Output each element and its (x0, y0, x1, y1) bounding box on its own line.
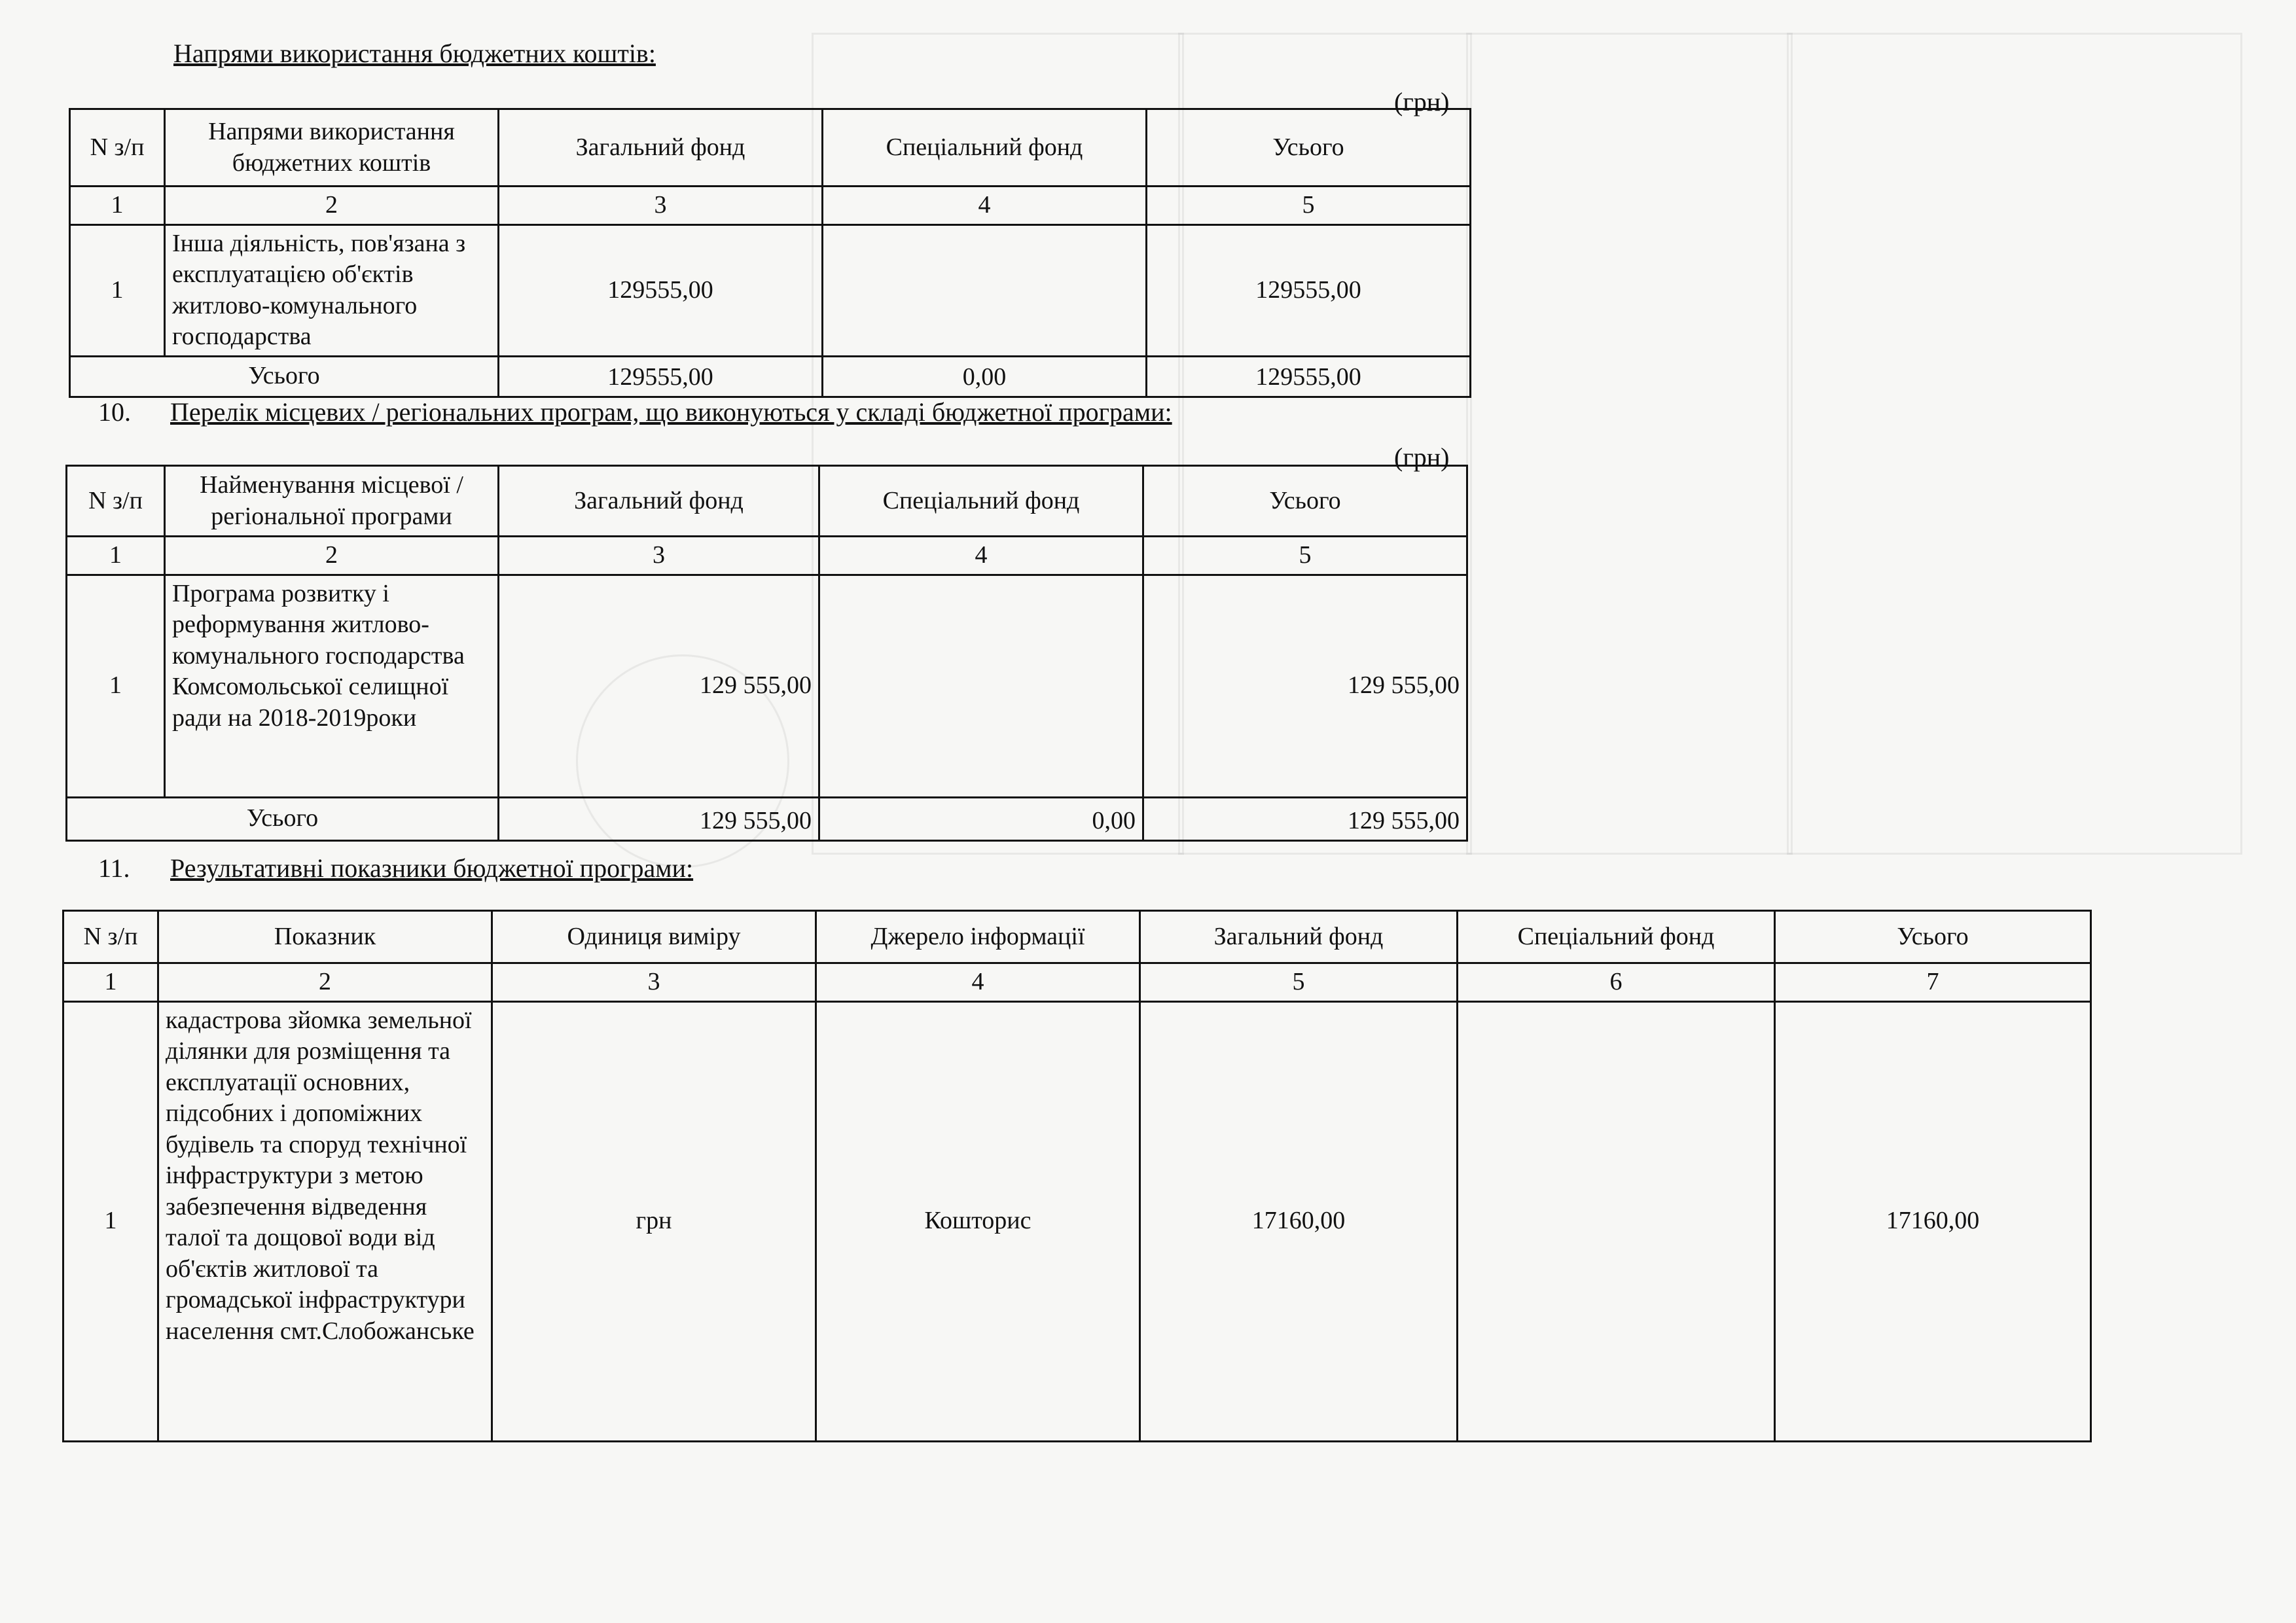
program-name: Програма розвитку і реформування житлово-комунального господарства Комсомольської селищної ради на 2018-2019роки (165, 575, 499, 797)
row-number: 1 (67, 575, 165, 797)
header-cell: Усього (1775, 911, 2091, 963)
column-number: 3 (492, 963, 816, 1002)
direction-name: Інша діяльність, пов'язана з експлуатацією об'єктів житлово-комунального господарства (165, 224, 499, 356)
table-header-row (70, 109, 1471, 187)
column-number-row (63, 963, 2091, 1002)
table-row (63, 1001, 2091, 1441)
header-cell: Одиниця виміру (492, 911, 816, 963)
general-fund-total: 129 555,00 (499, 797, 819, 840)
table-row (67, 575, 1467, 797)
column-number: 2 (158, 963, 492, 1002)
table-row (70, 224, 1471, 356)
reverse-side-line-ghost (1787, 33, 1793, 855)
total-row (67, 797, 1467, 840)
special-fund-value (1458, 1001, 1775, 1441)
total-row (70, 356, 1471, 397)
section-9-title: Напрями використання бюджетних коштів: (173, 39, 656, 68)
total-value: 17160,00 (1775, 1001, 2091, 1441)
indicators-table (62, 910, 2092, 1442)
row-number: 1 (70, 224, 165, 356)
column-number: 2 (165, 187, 499, 225)
column-number: 1 (63, 963, 158, 1002)
section-10-title: 10. Перелік місцевих / регіональних програм, що виконуються у складі бюджетної програми: (98, 397, 1172, 427)
header-cell: Усього (1143, 466, 1467, 537)
header-cell: Показник (158, 911, 492, 963)
column-number: 2 (165, 537, 499, 575)
row-number: 1 (63, 1001, 158, 1441)
header-cell: Джерело інформації (816, 911, 1140, 963)
indicator-name: кадастрова зйомка земельної ділянки для розміщення та експлуатації основних, підсобних і допоміжних будівель та споруд технічної інфраструктури з метою забезпечення відведення талої та дощової води від об'єктів житлової та громадської інфраструктури населення смт.Слобожанське (158, 1001, 492, 1441)
header-cell: Спеціальний фонд (1458, 911, 1775, 963)
grand-total: 129555,00 (1147, 356, 1471, 397)
directions-table (69, 108, 1471, 398)
column-number: 1 (70, 187, 165, 225)
column-number: 4 (816, 963, 1140, 1002)
special-fund-value (819, 575, 1143, 797)
general-fund-value: 129 555,00 (499, 575, 819, 797)
column-number: 3 (499, 537, 819, 575)
section-11-title: 11. Результативні показники бюджетної програми: (98, 853, 694, 883)
header-cell: Загальний фонд (1140, 911, 1458, 963)
general-fund-value: 129555,00 (499, 224, 823, 356)
general-fund-value: 17160,00 (1140, 1001, 1458, 1441)
column-number: 1 (67, 537, 165, 575)
column-number-row (70, 187, 1471, 225)
special-fund-total: 0,00 (823, 356, 1147, 397)
unit-of-measure: грн (492, 1001, 816, 1441)
column-number: 5 (1147, 187, 1471, 225)
column-number: 6 (1458, 963, 1775, 1002)
special-fund-value (823, 224, 1147, 356)
header-cell: Напрями використання бюджетних коштів (165, 109, 499, 187)
info-source: Кошторис (816, 1001, 1140, 1441)
column-number: 5 (1140, 963, 1458, 1002)
section-9-unit: (грн) (1394, 87, 1450, 116)
total-label: Усього (70, 356, 499, 397)
programs-table (65, 465, 1468, 842)
special-fund-total: 0,00 (819, 797, 1143, 840)
header-cell: Усього (1147, 109, 1471, 187)
section-10-unit: (грн) (1394, 442, 1450, 472)
total-value: 129 555,00 (1143, 575, 1467, 797)
general-fund-total: 129555,00 (499, 356, 823, 397)
grand-total: 129 555,00 (1143, 797, 1467, 840)
header-cell: N з/п (63, 911, 158, 963)
header-cell: Загальний фонд (499, 109, 823, 187)
table-header-row (63, 911, 2091, 963)
column-number: 4 (823, 187, 1147, 225)
header-cell: N з/п (70, 109, 165, 187)
table-header-row (67, 466, 1467, 537)
header-cell: Спеціальний фонд (819, 466, 1143, 537)
header-cell: N з/п (67, 466, 165, 537)
section-10-number: 10. (98, 397, 131, 427)
total-value: 129555,00 (1147, 224, 1471, 356)
header-cell: Найменування місцевої / регіональної програми (165, 466, 499, 537)
total-label: Усього (67, 797, 499, 840)
column-number: 4 (819, 537, 1143, 575)
section-11-number: 11. (98, 853, 130, 883)
column-number-row (67, 537, 1467, 575)
header-cell: Спеціальний фонд (823, 109, 1147, 187)
column-number: 3 (499, 187, 823, 225)
header-cell: Загальний фонд (499, 466, 819, 537)
column-number: 7 (1775, 963, 2091, 1002)
column-number: 5 (1143, 537, 1467, 575)
